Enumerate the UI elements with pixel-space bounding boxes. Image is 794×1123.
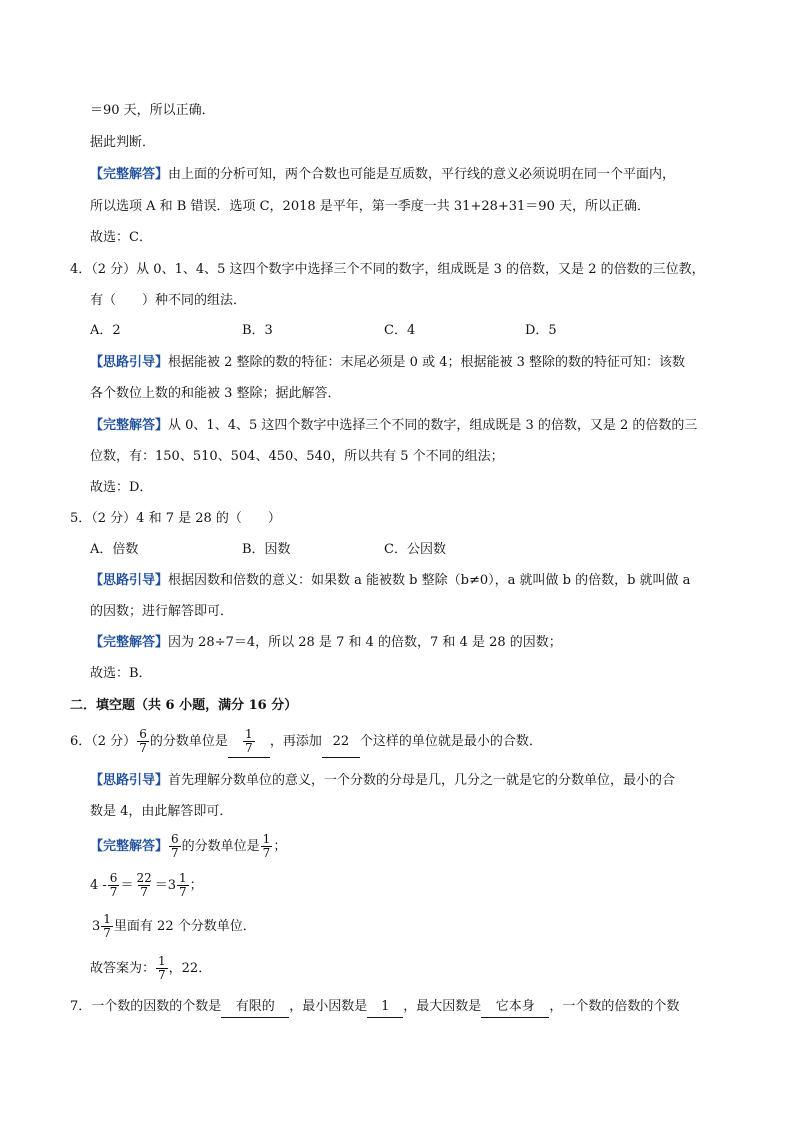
answer-blank: 22 — [322, 727, 360, 758]
full-solution-tag: 【完整解答】 — [90, 418, 169, 433]
q5-hint-line-1: 【思路引导】根据因数和倍数的意义：如果数 a 能被数 b 整除（b≠0），a 就叫做 b 的倍数，b 就叫做 a — [90, 573, 691, 588]
full-solution-tag: 【完整解答】 — [90, 167, 169, 182]
fraction: $\frac{1}{7}$ — [103, 912, 111, 940]
q6-stem: 6．（2 分） $\frac{6}{7}$ 的分数单位是 $\frac{1}{7}$ ，再添加 22 个这样的单位就是最小的合数． — [70, 727, 542, 758]
q4-stem-line-1: 4．（2 分）从 0、1、4、5 这四个数字中选择三个不同的数字，组成既是 3 的倍数，又是 2 的倍数的三位教， — [70, 262, 705, 277]
fraction: $\frac{6}{7}$ — [171, 832, 179, 860]
q4-option-b: B．3 — [242, 323, 273, 338]
q4-full-line-1: 【完整解答】从 0、1、4、5 这四个数字中选择三个不同的数字，组成既是 3 的倍数，又是 2 的倍数的三 — [90, 418, 698, 433]
q7-stem: 7．一个数的因数的个数是 有限的 ，最小因数是 1 ，最大因数是 它本身 ，一个数的倍数的个数 — [70, 997, 679, 1018]
full-solution-tag: 【完整解答】 — [90, 635, 169, 650]
q4-answer: 故选：D． — [90, 480, 153, 495]
answer-blank: 它本身 — [481, 997, 549, 1018]
fraction: $\frac{1}{7}$ — [262, 832, 271, 860]
q3-full-line-2: 所以选项 A 和 B 错误．选项 C，2018 是平年，第一季度一共 31+28+31＝90 天，所以正确． — [90, 199, 650, 214]
fraction: $\frac{1}{7}$ — [158, 954, 166, 982]
section-heading: 二．填空题（共 6 小题，满分 16 分） — [70, 698, 298, 713]
fraction: $\frac{22}{7}$ — [136, 871, 152, 899]
fraction: $\frac{1}{7}$ — [245, 727, 253, 755]
q3-full-line-1: 【完整解答】由上面的分析可知，两个合数也可能是互质数，平行线的意义必须说明在同一个平面内， — [90, 167, 676, 182]
answer-blank: 有限的 — [221, 997, 289, 1018]
q6-hint-line-2: 数是 4，由此解答即可． — [90, 804, 233, 819]
q4-stem-line-2: 有（ ）种不同的组法． — [90, 293, 247, 308]
q4-option-a: A．2 — [90, 323, 121, 338]
intro-line-1: ＝90 天，所以正确． — [90, 103, 215, 118]
q6-hint-line-1: 【思路引导】首先理解分数单位的意义，一个分数的分母是几，几分之一就是它的分数单位，最小的合 — [90, 773, 676, 788]
q5-full-line-1: 【完整解答】因为 28÷7＝4，所以 28 是 7 和 4 的倍数，7 和 4 是 28 的因数； — [90, 635, 562, 650]
q6-full-line-2: 4 - $\frac{6}{7}$ ＝ $\frac{22}{7}$ ＝3 $\frac{1}{7}$ ； — [90, 871, 203, 899]
q4-hint-line-2: 各个数位上数的和能被 3 整除；据此解答． — [90, 386, 341, 401]
q6-answer: 故答案为： $\frac{1}{7}$ ，22． — [90, 954, 212, 982]
hint-tag: 【思路引导】 — [90, 573, 169, 588]
hint-tag: 【思路引导】 — [90, 355, 169, 370]
q4-hint-line-1: 【思路引导】根据能被 2 整除的数的特征：末尾必须是 0 或 4；根据能被 3 整除的数的特征可知：该数 — [90, 355, 686, 370]
fraction: $\frac{6}{7}$ — [109, 871, 118, 899]
hint-tag: 【思路引导】 — [90, 773, 169, 788]
q5-option-c: C．公因数 — [384, 542, 446, 557]
q4-option-c: C．4 — [384, 323, 416, 338]
answer-blank — [228, 727, 270, 758]
intro-line-2: 据此判断． — [90, 135, 156, 150]
q5-hint-line-2: 的因数；进行解答即可． — [90, 604, 234, 619]
q5-option-a: A．倍数 — [90, 542, 139, 557]
q4-option-d: D．5 — [525, 323, 557, 338]
q4-full-line-2: 位数，有：150、510、504、450、540，所以共有 5 个不同的组法； — [90, 449, 504, 464]
full-solution-tag: 【完整解答】 — [90, 839, 169, 854]
fraction: $\frac{6}{7}$ — [139, 727, 147, 755]
q5-answer: 故选：B． — [90, 666, 152, 681]
q6-full-line-1: 【完整解答】 $\frac{6}{7}$ 的分数单位是 $\frac{1}{7}$ ； — [90, 832, 287, 860]
q6-full-line-3: 3 $\frac{1}{7}$ 里面有 22 个分数单位． — [92, 912, 256, 940]
answer-blank: 1 — [367, 997, 403, 1018]
fraction: $\frac{1}{7}$ — [179, 871, 187, 899]
q3-answer: 故选：C． — [90, 230, 152, 245]
q5-stem: 5．（2 分）4 和 7 是 28 的（ ） — [70, 511, 281, 526]
q5-option-b: B．因数 — [242, 542, 291, 557]
